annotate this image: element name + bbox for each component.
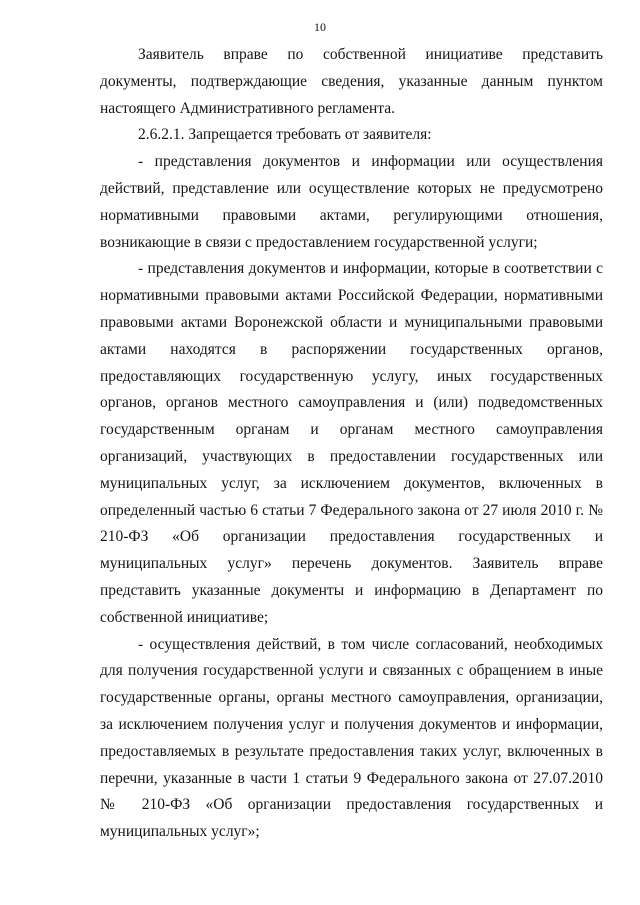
paragraph-applicant-right: Заявитель вправе по собственной инициативе представить документы, подтверждающие сведения, указанные данным пунктом настоящего Административного регламента. (100, 46, 603, 117)
paragraph-prohibition-documents: - представления документов и информации, которые в соответствии с нормативными правовыми актами Российской Федерации, нормативными правовыми актами Воронежской области и муниципальными правовыми актами находятся в распоряжении государственных органов, предоставляющих государственную услугу, иных государственных органов, органов местного самоуправления и (или) подведомственных государственным органам и органам местного самоуправления организаций, участвующих в предоставлении государственных или муниципальных услуг, за исключением документов, включенных в определенный частью 6 статьи 7 Федерального закона от 27 июля 2010 г. № 210-ФЗ «Об организации предоставления государственных и муниципальных услуг» перечень документов. Заявитель вправе представить указанные документы и информацию в Департамент по собственной инициативе; (100, 260, 603, 626)
paragraph-section-heading: 2.6.2.1. Запрещается требовать от заявителя: (138, 126, 432, 144)
paragraph-prohibition-approvals: - осуществления действий, в том числе согласований, необходимых для получения государственной услуги и связанных с обращением в иные государственные органы, органы местного самоуправления, организации, за исключением получения услуг и получения документов и информации, предоставляемых в результате предоставления таких услуг, включенных в перечни, указанные в части 1 статьи 9 Федерального закона от 27.07.2010 № 210-ФЗ «Об организации предоставления государственных и муниципальных услуг»; (100, 635, 603, 841)
paragraph-prohibition-actions: - представления документов и информации или осуществления действий, представление или осуществление которых не предусмотрено нормативными правовыми актами, регулирующими отношения, возникающие в связи с предоставлением государственной услуги; (100, 153, 603, 251)
page-number: 10 (314, 20, 326, 34)
document-body (100, 42, 603, 846)
